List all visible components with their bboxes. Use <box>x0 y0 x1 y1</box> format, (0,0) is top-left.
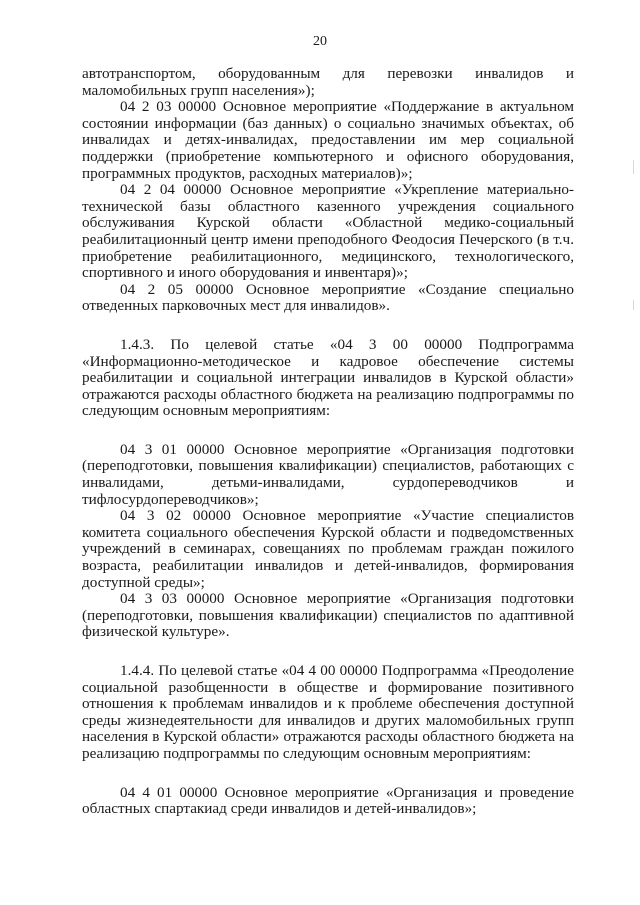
paragraph-04-3-03: 04 3 03 00000 Основное мероприятие «Организация подготовки (переподготовки, повышения квалификации) специалистов по адаптивной физической культуре». <box>82 590 574 641</box>
paragraph-04-2-04: 04 2 04 00000 Основное мероприятие «Укрепление материально-технической базы областного казенного учреждения социального обслуживания Курской области «Областной медико-социальный реабилитационный центр имени преподобного Феодосия Печерского (в т.ч. приобретение реабилитационного, медицинского, технологического, спортивного и иного оборудования и инвентаря)»; <box>82 181 574 282</box>
scan-edge-mark <box>633 160 634 174</box>
paragraph-04-2-03: 04 2 03 00000 Основное мероприятие «Поддержание в актуальном состоянии информации (баз данных) о социально значимых объектах, об инвалидах и детях-инвалидах, предоставлении им мер социальной поддержки (приобретение компьютерного и офисного оборудования, программных продуктов, расходных материалов)»; <box>82 98 574 182</box>
paragraph-transport-continuation: автотранспортом, оборудованным для перевозки инвалидов и маломобильных групп населения»); <box>82 65 574 99</box>
paragraph-1-4-3: 1.4.3. По целевой статье «04 3 00 00000 Подпрограмма «Информационно-методическое и кадровое обеспечение системы реабилитации и социальной интеграции инвалидов в Курской области» отражаются расходы областного бюджета на реализацию подпрограммы по следующим основным мероприятиям: <box>82 335 574 420</box>
paragraph-04-3-02: 04 3 02 00000 Основное мероприятие «Участие специалистов комитета социального обеспечения Курской области и подведомственных учреждений в семинарах, совещаниях по проблемам граждан пожилого возраста, реабилитации инвалидов и детей-инвалидов, формирования доступной среды»; <box>82 507 574 591</box>
paragraph-04-3-01: 04 3 01 00000 Основное мероприятие «Организация подготовки (переподготовки, повышения квалификации) специалистов, работающих с инвалидами, детьми-инвалидами, сурдопереводчиков и тифлосурдопереводчиков»; <box>82 440 574 508</box>
section-spacer <box>82 420 574 442</box>
scan-edge-mark <box>633 300 634 310</box>
section-spacer <box>82 763 574 785</box>
document-body <box>82 66 574 818</box>
paragraph-04-4-01: 04 4 01 00000 Основное мероприятие «Организация и проведение областных спартакиад среди инвалидов и детей-инвалидов»; <box>82 783 574 818</box>
paragraph-04-2-05: 04 2 05 00000 Основное мероприятие «Создание специально отведенных парковочных мест для инвалидов». <box>82 280 574 315</box>
paragraph-1-4-4: 1.4.4. По целевой статье «04 4 00 00000 Подпрограмма «Преодоление социальной разобщенности в обществе и формирование позитивного отношения к проблемам инвалидов и к проблеме обеспечения доступной среды жизнедеятельности для инвалидов и других маломобильных групп населения в Курской области» отражаются расходы областного бюджета на реализацию подпрограммы по следующим основным мероприятиям: <box>82 662 574 762</box>
section-spacer <box>82 315 574 337</box>
page-number: 20 <box>313 34 327 49</box>
section-spacer <box>82 641 574 663</box>
